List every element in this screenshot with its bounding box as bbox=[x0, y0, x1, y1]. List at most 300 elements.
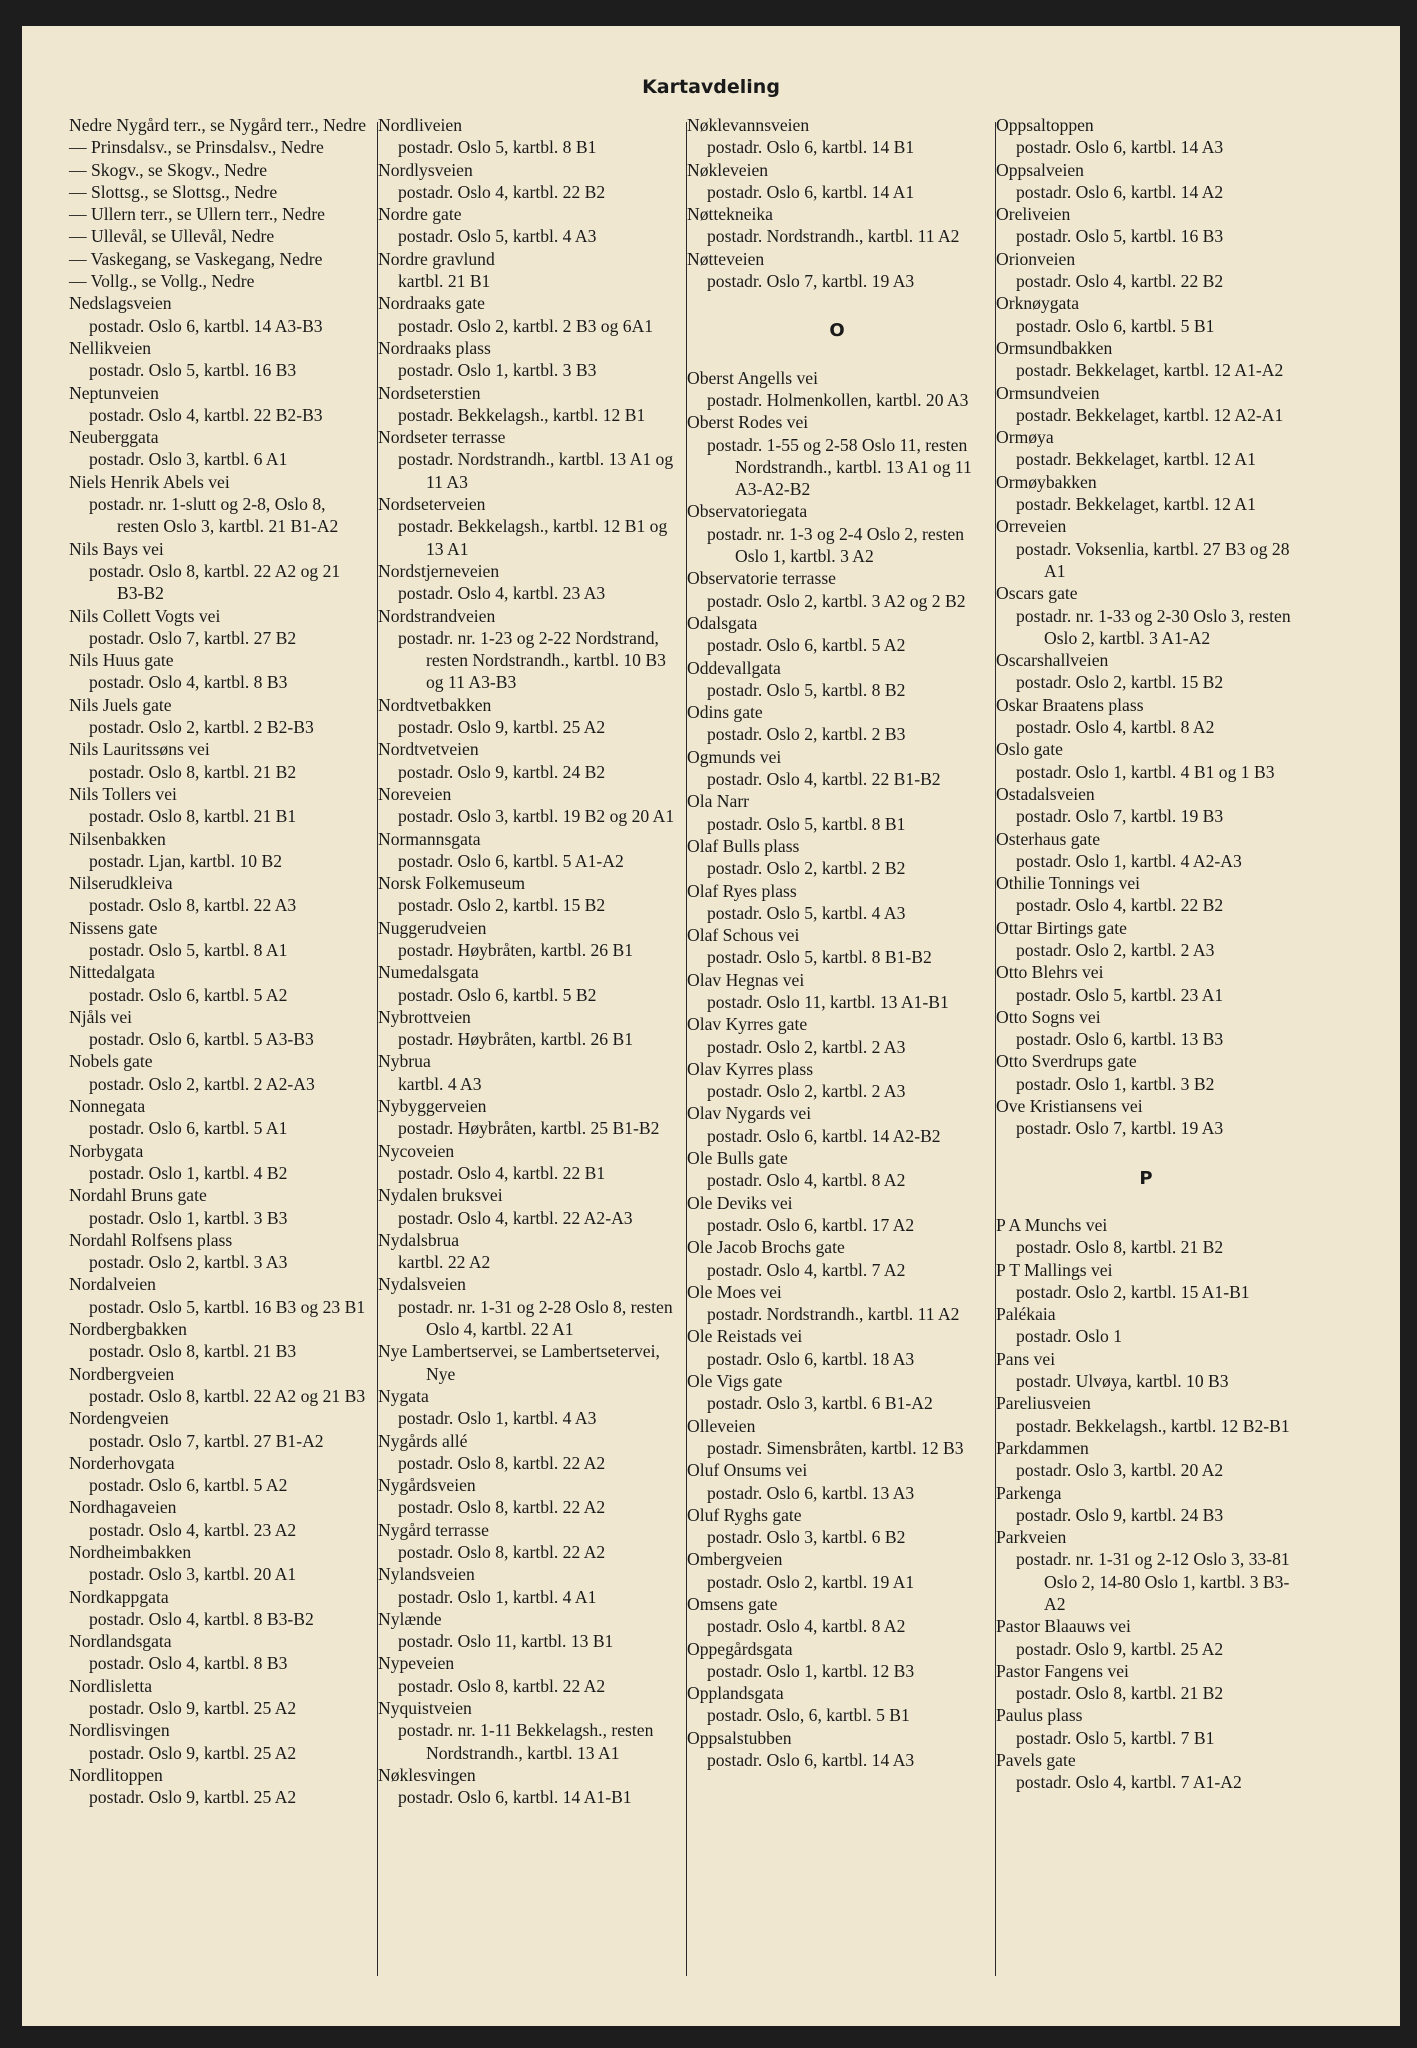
street-details: postadr. Oslo 6, kartbl. 14 A3-B3 bbox=[89, 315, 323, 336]
street-entry bbox=[69, 1184, 369, 1229]
street-details: postadr. Oslo 1, kartbl. 12 B3 bbox=[707, 1660, 915, 1681]
street-details: postadr. Simensbråten, kartbl. 12 B3 bbox=[707, 1437, 964, 1458]
street-details: kartbl. 21 B1 bbox=[398, 271, 491, 292]
street-name: Oddevallgata bbox=[687, 657, 781, 678]
street-entry bbox=[378, 1184, 678, 1229]
street-entry bbox=[687, 1638, 987, 1683]
street-details: postadr. Oslo 5, kartbl. 4 A3 bbox=[398, 226, 597, 247]
street-name: Nilsenbakken bbox=[69, 828, 166, 849]
street-entry bbox=[69, 1452, 369, 1497]
street-details: postadr. Oslo 3, kartbl. 6 B2 bbox=[707, 1527, 906, 1548]
street-entry bbox=[69, 225, 369, 247]
street-entry bbox=[69, 783, 369, 828]
street-details: postadr. Oslo 2, kartbl. 3 A2 og 2 B2 bbox=[707, 590, 966, 611]
street-details: postadr. Oslo 9, kartbl. 25 A2 bbox=[89, 1742, 297, 1763]
street-details: postadr. Oslo 4, kartbl. 22 B1-B2 bbox=[707, 769, 941, 790]
street-entry bbox=[69, 1140, 369, 1185]
page-title: Kartavdeling bbox=[642, 76, 780, 98]
street-entry bbox=[687, 1192, 987, 1237]
street-details: postadr. Oslo 6, kartbl. 14 A1 bbox=[707, 181, 915, 202]
street-entry bbox=[69, 114, 369, 136]
street-details: postadr. Bekkelaget, kartbl. 12 A1-A2 bbox=[1016, 360, 1284, 381]
street-entry bbox=[996, 337, 1296, 382]
street-entry bbox=[69, 1273, 369, 1318]
street-name: Ola Narr bbox=[687, 791, 750, 812]
street-name: Otto Sverdrups gate bbox=[996, 1051, 1137, 1072]
street-name: Nygårds allé bbox=[378, 1430, 468, 1451]
street-name: Olaf Ryes plass bbox=[687, 880, 797, 901]
street-entry bbox=[996, 1006, 1296, 1051]
street-details: postadr. Oslo 3, kartbl. 6 B1-A2 bbox=[707, 1393, 933, 1414]
street-details: postadr. Oslo 2, kartbl. 15 B2 bbox=[398, 895, 606, 916]
street-name: Nordtvetbakken bbox=[378, 694, 492, 715]
street-entry bbox=[996, 426, 1296, 471]
street-details: postadr. Oslo 9, kartbl. 25 A2 bbox=[89, 1698, 297, 1719]
street-entry bbox=[687, 367, 987, 412]
street-name: Nedre Nygård terr., se Nygård terr., Nedre bbox=[69, 115, 367, 135]
street-details: postadr. Oslo, 6, kartbl. 5 B1 bbox=[707, 1705, 910, 1726]
street-entry bbox=[378, 248, 678, 293]
street-details: postadr. Oslo 5, kartbl. 16 B3 bbox=[1016, 226, 1224, 247]
street-name: Observatorie terrasse bbox=[687, 568, 836, 589]
street-details: postadr. Oslo 4, kartbl. 22 B1 bbox=[398, 1162, 606, 1183]
street-name: Pastor Blaauws vei bbox=[996, 1616, 1131, 1637]
street-entry bbox=[996, 159, 1296, 204]
street-entry bbox=[996, 1660, 1296, 1705]
street-name: Nypeveien bbox=[378, 1653, 455, 1674]
street-details: postadr. Bekkelaget, kartbl. 12 A1 bbox=[1016, 494, 1256, 515]
street-entry bbox=[69, 270, 369, 292]
street-entry bbox=[378, 426, 678, 493]
section-letter: P bbox=[1139, 1167, 1153, 1189]
street-entry bbox=[996, 1348, 1296, 1393]
street-name: Nordahl Rolfsens plass bbox=[69, 1229, 233, 1250]
street-details: postadr. Oslo 8, kartbl. 21 B2 bbox=[89, 761, 297, 782]
street-entry bbox=[69, 961, 369, 1006]
street-entry bbox=[69, 1719, 369, 1764]
street-entry bbox=[687, 1727, 987, 1772]
street-entry bbox=[687, 248, 987, 293]
street-details: postadr. Høybråten, kartbl. 26 B1 bbox=[398, 1029, 634, 1050]
street-entry bbox=[378, 605, 678, 694]
street-entry bbox=[687, 1682, 987, 1727]
street-entry bbox=[687, 1370, 987, 1415]
directory-page bbox=[22, 26, 1400, 2026]
street-details: postadr. Oslo 5, kartbl. 7 B1 bbox=[1016, 1727, 1215, 1748]
street-entry bbox=[69, 1050, 369, 1095]
street-name: P T Mallings vei bbox=[996, 1259, 1113, 1280]
street-details: postadr. Oslo 4, kartbl. 22 B2 bbox=[1016, 895, 1224, 916]
street-entry bbox=[69, 917, 369, 962]
street-details: postadr. Oslo 4, kartbl. 22 B2 bbox=[1016, 271, 1224, 292]
street-name: Nissens gate bbox=[69, 917, 158, 938]
street-name: Nilserudkleiva bbox=[69, 873, 173, 894]
street-name: Nøklesvingen bbox=[378, 1764, 476, 1785]
street-entry bbox=[69, 1006, 369, 1051]
street-name: Nybrua bbox=[378, 1051, 431, 1072]
street-entry bbox=[687, 1013, 987, 1058]
street-details: postadr. Oslo 2, kartbl. 2 B2 bbox=[707, 858, 906, 879]
street-entry bbox=[378, 493, 678, 560]
street-entry bbox=[378, 1652, 678, 1697]
street-entry bbox=[378, 961, 678, 1006]
street-entry bbox=[378, 828, 678, 873]
street-name: Oreliveien bbox=[996, 204, 1071, 225]
street-details: postadr. Oslo 1 bbox=[1016, 1326, 1123, 1347]
street-details: postadr. Oslo 4, kartbl. 23 A2 bbox=[89, 1519, 297, 1540]
street-entry bbox=[996, 1050, 1296, 1095]
street-details: postadr. Oslo 6, kartbl. 5 A2 bbox=[89, 1475, 288, 1496]
street-name: Nordseter terrasse bbox=[378, 427, 506, 448]
street-name: Nydalen bruksvei bbox=[378, 1185, 503, 1206]
street-name: Nordre gravlund bbox=[378, 248, 495, 269]
street-details: postadr. Oslo 3, kartbl. 6 A1 bbox=[89, 449, 288, 470]
street-entry bbox=[687, 790, 987, 835]
street-name: Nonnegata bbox=[69, 1096, 146, 1117]
street-entry bbox=[687, 1415, 987, 1460]
street-name: Nordlitoppen bbox=[69, 1764, 163, 1785]
street-entry bbox=[69, 203, 369, 225]
street-name: Osterhaus gate bbox=[996, 828, 1101, 849]
street-details: postadr. Oslo 2, kartbl. 15 A1-B1 bbox=[1016, 1281, 1250, 1302]
street-entry bbox=[378, 560, 678, 605]
street-name: Oberst Rodes vei bbox=[687, 412, 809, 433]
street-name: Parkdammen bbox=[996, 1437, 1089, 1458]
street-entry bbox=[378, 1140, 678, 1185]
street-entry bbox=[378, 694, 678, 739]
street-details: postadr. Oslo 8, kartbl. 22 A2 bbox=[398, 1675, 606, 1696]
street-entry bbox=[996, 382, 1296, 427]
street-entry bbox=[996, 203, 1296, 248]
street-name: Ole Vigs gate bbox=[687, 1371, 783, 1392]
street-details: postadr. Voksenlia, kartbl. 27 B3 og 28 A1 bbox=[1016, 538, 1290, 581]
street-entry bbox=[69, 1095, 369, 1140]
street-entry bbox=[69, 337, 369, 382]
street-entry bbox=[69, 426, 369, 471]
street-name: Norbygata bbox=[69, 1140, 144, 1161]
street-details: postadr. Oslo 6, kartbl. 14 A3 bbox=[707, 1750, 915, 1771]
street-name: Pastor Fangens vei bbox=[996, 1660, 1129, 1681]
street-entry bbox=[69, 1541, 369, 1586]
street-name: Oppsalveien bbox=[996, 159, 1084, 180]
street-entry bbox=[687, 1281, 987, 1326]
street-name: Omsens gate bbox=[687, 1594, 778, 1614]
street-entry bbox=[378, 738, 678, 783]
street-name: Othilie Tonnings vei bbox=[996, 873, 1141, 894]
street-name: Neptunveien bbox=[69, 382, 159, 403]
street-details: postadr. Oslo 4, kartbl. 22 B2-B3 bbox=[89, 404, 323, 425]
street-name: Nordengveien bbox=[69, 1408, 169, 1429]
street-entry bbox=[378, 1385, 678, 1430]
street-details: postadr. Oslo 8, kartbl. 22 A2 bbox=[398, 1542, 606, 1562]
street-name: Nygårdsveien bbox=[378, 1475, 476, 1496]
street-name: Nittedalgata bbox=[69, 962, 155, 983]
street-entry bbox=[996, 828, 1296, 873]
street-entry bbox=[378, 1095, 678, 1140]
street-details: postadr. Oslo 7, kartbl. 19 A3 bbox=[1016, 1118, 1224, 1139]
street-details: postadr. Oslo 1, kartbl. 3 B2 bbox=[1016, 1073, 1215, 1094]
street-details: postadr. nr. 1-3 og 2-4 Oslo 2, resten Oslo 1, kartbl. 3 A2 bbox=[707, 523, 965, 567]
street-entry bbox=[69, 1675, 369, 1720]
street-entry bbox=[378, 1006, 678, 1051]
street-name: Pans vei bbox=[996, 1348, 1056, 1369]
street-name: Oscarshallveien bbox=[996, 650, 1109, 671]
street-details: postadr. Ljan, kartbl. 10 B2 bbox=[89, 850, 283, 871]
street-name: Nygata bbox=[378, 1385, 429, 1406]
street-details: postadr. Oslo 1, kartbl. 4 A3 bbox=[398, 1408, 597, 1429]
street-entry bbox=[996, 292, 1296, 337]
street-name: Palékaia bbox=[996, 1304, 1056, 1325]
street-details: postadr. Oslo 2, kartbl. 2 B2-B3 bbox=[89, 717, 314, 738]
street-details: postadr. Oslo 7, kartbl. 27 B1-A2 bbox=[89, 1430, 324, 1451]
street-name: Ormsundbakken bbox=[996, 337, 1113, 358]
street-details: postadr. Oslo 2, kartbl. 2 A3 bbox=[707, 1081, 906, 1102]
street-entry bbox=[996, 1437, 1296, 1482]
street-details: postadr. Oslo 8, kartbl. 22 A2 bbox=[398, 1452, 606, 1473]
street-entry bbox=[996, 1214, 1296, 1259]
street-details: postadr. Oslo 6, kartbl. 14 B1 bbox=[707, 137, 915, 158]
street-entry bbox=[996, 515, 1296, 582]
street-entry bbox=[996, 1392, 1296, 1437]
street-details: postadr. Bekkelagsh., kartbl. 12 B1 og 13 A1 bbox=[398, 516, 668, 559]
street-details: postadr. Oslo 6, kartbl. 5 A2 bbox=[707, 635, 906, 656]
street-name: Nordliveien bbox=[378, 115, 463, 135]
street-name: Orreveien bbox=[996, 516, 1067, 537]
street-name: Nordraaks gate bbox=[378, 293, 485, 314]
street-entry bbox=[687, 746, 987, 791]
street-entry bbox=[378, 917, 678, 962]
street-name: Ormøybakken bbox=[996, 471, 1097, 492]
street-name: Nøkleveien bbox=[687, 159, 769, 180]
street-details: postadr. Oslo 6, kartbl. 5 A3-B3 bbox=[89, 1029, 314, 1050]
street-name: Noreveien bbox=[378, 783, 452, 804]
street-entry bbox=[996, 1526, 1296, 1615]
street-entry bbox=[996, 872, 1296, 917]
street-name: Pavels gate bbox=[996, 1750, 1076, 1771]
street-entry bbox=[378, 1697, 678, 1764]
street-entry bbox=[996, 738, 1296, 783]
street-name: Nils Huus gate bbox=[69, 650, 174, 671]
street-entry bbox=[69, 292, 369, 337]
street-entry bbox=[996, 1095, 1296, 1140]
street-name: Oppegårdsgata bbox=[687, 1638, 793, 1659]
street-details: postadr. Oslo 4, kartbl. 8 A2 bbox=[1016, 717, 1215, 738]
street-name: Olaf Schous vei bbox=[687, 925, 800, 946]
street-entry bbox=[378, 1273, 678, 1340]
street-name: — Slottsg., se Slottsg., Nedre bbox=[69, 181, 278, 202]
street-name: Nordraaks plass bbox=[378, 337, 491, 358]
street-entry bbox=[378, 1050, 678, 1095]
street-entry bbox=[378, 159, 678, 204]
street-name: Otto Sogns vei bbox=[996, 1006, 1101, 1027]
street-details: postadr. Oslo 9, kartbl. 25 A2 bbox=[89, 1787, 297, 1808]
street-name: Normannsgata bbox=[378, 828, 481, 849]
street-name: Nils Lauritssøns vei bbox=[69, 739, 210, 760]
street-details: postadr. Nordstrandh., kartbl. 11 A2 bbox=[707, 226, 960, 247]
street-name: — Ullern terr., se Ullern terr., Nedre bbox=[69, 204, 325, 225]
street-entry bbox=[687, 203, 987, 248]
street-entry bbox=[69, 1630, 369, 1675]
street-name: Oskar Braatens plass bbox=[996, 694, 1144, 715]
street-entry bbox=[687, 1147, 987, 1192]
street-name: Nordbergveien bbox=[69, 1363, 175, 1384]
street-details: postadr. Holmenkollen, kartbl. 20 A3 bbox=[707, 389, 969, 410]
street-name: Parkveien bbox=[996, 1527, 1067, 1548]
street-details: postadr. Bekkelaget, kartbl. 12 A1 bbox=[1016, 449, 1256, 470]
street-details: postadr. 1-55 og 2-58 Oslo 11, resten Nordstrandh., kartbl. 13 A1 og 11 A3-A2-B2 bbox=[707, 434, 972, 500]
street-name: Nordlandsgata bbox=[69, 1631, 172, 1652]
street-name: — Vollg., se Vollg., Nedre bbox=[69, 271, 255, 292]
street-name: Norsk Folkemuseum bbox=[378, 873, 526, 894]
street-entry bbox=[996, 1259, 1296, 1304]
street-name: Nordbergbakken bbox=[69, 1319, 187, 1340]
street-name: Odins gate bbox=[687, 702, 763, 723]
street-name: Observatoriegata bbox=[687, 501, 808, 522]
street-details: postadr. Ulvøya, kartbl. 10 B3 bbox=[1016, 1371, 1229, 1392]
street-details: postadr. Oslo 4, kartbl. 8 B3 bbox=[89, 1653, 288, 1674]
street-name: Ormøya bbox=[996, 427, 1054, 448]
street-name: — Ullevål, se Ullevål, Nedre bbox=[69, 226, 275, 247]
street-name: Nøttekneika bbox=[687, 204, 773, 225]
street-details: postadr. Bekkelagsh., kartbl. 12 B1 bbox=[398, 404, 646, 425]
street-entry bbox=[687, 1504, 987, 1549]
street-entry bbox=[996, 783, 1296, 828]
street-details: postadr. Oslo 4, kartbl. 7 A2 bbox=[707, 1259, 906, 1280]
street-name: Nobels gate bbox=[69, 1051, 153, 1072]
street-details: postadr. Oslo 5, kartbl. 4 A3 bbox=[707, 902, 906, 923]
street-details: postadr. Oslo 2, kartbl. 2 B3 og 6A1 bbox=[398, 315, 654, 336]
street-name: Nordlisletta bbox=[69, 1675, 153, 1696]
street-name: Neuberggata bbox=[69, 427, 159, 448]
street-name: Nordheimbakken bbox=[69, 1542, 192, 1562]
street-details: postadr. Oslo 6, kartbl. 14 A3 bbox=[1016, 137, 1224, 158]
street-name: Nyquistveien bbox=[378, 1698, 472, 1719]
street-entry bbox=[378, 382, 678, 427]
street-name: Oluf Onsums vei bbox=[687, 1460, 808, 1481]
street-entry bbox=[378, 114, 678, 159]
street-name: Olav Hegnas vei bbox=[687, 969, 805, 990]
street-details: postadr. Oslo 6, kartbl. 18 A3 bbox=[707, 1348, 915, 1369]
street-details: postadr. Oslo 6, kartbl. 5 B1 bbox=[1016, 315, 1215, 336]
street-name: Nuggerudveien bbox=[378, 917, 487, 938]
street-entry bbox=[687, 1325, 987, 1370]
street-entry bbox=[378, 203, 678, 248]
street-details: postadr. Oslo 4, kartbl. 7 A1-A2 bbox=[1016, 1772, 1242, 1793]
street-entry bbox=[69, 248, 369, 270]
street-entry bbox=[69, 1407, 369, 1452]
street-details: postadr. Oslo 8, kartbl. 22 A2 og 21 B3-B2 bbox=[89, 560, 341, 604]
street-entry bbox=[687, 1459, 987, 1504]
street-name: Pareliusveien bbox=[996, 1393, 1091, 1414]
street-details: postadr. Oslo 5, kartbl. 8 B1-B2 bbox=[707, 947, 932, 968]
street-entry bbox=[378, 1563, 678, 1608]
section-letter: O bbox=[829, 320, 845, 342]
street-name: Ogmunds vei bbox=[687, 746, 782, 767]
street-name: Ostadalsveien bbox=[996, 783, 1095, 804]
street-entry bbox=[69, 159, 369, 181]
street-name: Njåls vei bbox=[69, 1006, 133, 1027]
street-details: postadr. Oslo 8, kartbl. 22 A3 bbox=[89, 895, 297, 916]
street-name: Nordseterstien bbox=[378, 382, 481, 403]
street-details: postadr. Høybråten, kartbl. 26 B1 bbox=[398, 939, 634, 960]
street-name: Olleveien bbox=[687, 1415, 756, 1436]
street-entry bbox=[378, 783, 678, 828]
street-details: postadr. nr. 1-33 og 2-30 Oslo 3, resten Oslo 2, kartbl. 3 A1-A2 bbox=[1016, 605, 1291, 648]
street-name: — Prinsdalsv., se Prinsdalsv., Nedre bbox=[69, 137, 324, 158]
street-entry bbox=[69, 738, 369, 783]
street-details: postadr. Oslo 2, kartbl. 3 A3 bbox=[89, 1252, 288, 1273]
street-entry bbox=[687, 1058, 987, 1103]
street-name: P A Munchs vei bbox=[996, 1214, 1108, 1235]
street-details: postadr. Oslo 1, kartbl. 4 A1 bbox=[398, 1586, 597, 1607]
street-entry bbox=[687, 114, 987, 159]
street-entry bbox=[69, 605, 369, 650]
street-entry bbox=[996, 1749, 1296, 1794]
street-entry bbox=[69, 649, 369, 694]
street-entry bbox=[996, 248, 1296, 293]
street-name: Nordkappgata bbox=[69, 1586, 169, 1607]
street-details: postadr. Oslo 2, kartbl. 2 A3 bbox=[707, 1036, 906, 1057]
street-name: Oppsalstubben bbox=[687, 1727, 792, 1748]
street-details: postadr. Bekkelaget, kartbl. 12 A2-A1 bbox=[1016, 404, 1284, 425]
street-name: Ole Deviks vei bbox=[687, 1192, 793, 1213]
street-name: Olav Nygards vei bbox=[687, 1103, 812, 1124]
street-details: postadr. nr. 1-23 og 2-22 Nordstrand, resten Nordstrandh., kartbl. 10 B3 og 11 A3-B3 bbox=[398, 627, 666, 693]
street-name: Norderhovgata bbox=[69, 1452, 175, 1473]
street-details: postadr. Oslo 1, kartbl. 4 A2-A3 bbox=[1016, 850, 1242, 871]
street-entry bbox=[687, 657, 987, 702]
street-details: postadr. Oslo 5, kartbl. 23 A1 bbox=[1016, 984, 1224, 1005]
street-entry bbox=[378, 1229, 678, 1274]
street-entry bbox=[69, 538, 369, 605]
street-entry bbox=[996, 917, 1296, 962]
street-details: postadr. Oslo 1, kartbl. 3 B3 bbox=[398, 360, 597, 381]
street-name: Nordseterveien bbox=[378, 494, 486, 515]
street-name: Nordstjerneveien bbox=[378, 560, 500, 581]
street-details: postadr. Oslo 2, kartbl. 2 A3 bbox=[1016, 939, 1215, 960]
street-details: postadr. Oslo 4, kartbl. 8 B3 bbox=[89, 672, 288, 693]
street-name: Otto Blehrs vei bbox=[996, 962, 1104, 983]
street-name: Niels Henrik Abels vei bbox=[69, 471, 230, 492]
street-name: Ole Reistads vei bbox=[687, 1326, 803, 1347]
street-details: postadr. Oslo 6, kartbl. 13 A3 bbox=[707, 1482, 915, 1503]
street-name: Nordlysveien bbox=[378, 159, 473, 180]
street-name: Nylænde bbox=[378, 1608, 442, 1629]
street-name: Oberst Angells vei bbox=[687, 367, 818, 388]
street-details: postadr. Oslo 6, kartbl. 5 A2 bbox=[89, 984, 288, 1005]
street-details: postadr. Oslo 3, kartbl. 19 B2 og 20 A1 bbox=[398, 806, 675, 827]
street-details: postadr. Oslo 7, kartbl. 19 B3 bbox=[1016, 806, 1224, 827]
street-name: Nydalsbrua bbox=[378, 1229, 460, 1250]
street-name: Nils Collett Vogts vei bbox=[69, 605, 221, 626]
street-entry bbox=[69, 382, 369, 427]
street-entry bbox=[996, 471, 1296, 516]
street-details: postadr. Bekkelagsh., kartbl. 12 B2-B1 bbox=[1016, 1415, 1290, 1436]
street-details: postadr. Nordstrandh., kartbl. 13 A1 og 11 A3 bbox=[398, 449, 674, 492]
column-2 bbox=[378, 114, 678, 1809]
street-name: Orionveien bbox=[996, 248, 1076, 269]
street-name: Oscars gate bbox=[996, 583, 1078, 604]
street-entry bbox=[996, 649, 1296, 694]
street-name: Nøtteveien bbox=[687, 248, 765, 269]
street-entry bbox=[69, 1363, 369, 1408]
street-entry bbox=[687, 924, 987, 969]
street-details: postadr. nr. 1-31 og 2-12 Oslo 3, 33-81 Oslo 2, 14-80 Oslo 1, kartbl. 3 B3-A2 bbox=[1016, 1549, 1290, 1614]
street-entry bbox=[996, 1704, 1296, 1749]
street-details: kartbl. 4 A3 bbox=[398, 1073, 482, 1094]
street-details: postadr. Oslo 4, kartbl. 23 A3 bbox=[398, 583, 606, 604]
street-name: Ole Moes vei bbox=[687, 1281, 782, 1302]
